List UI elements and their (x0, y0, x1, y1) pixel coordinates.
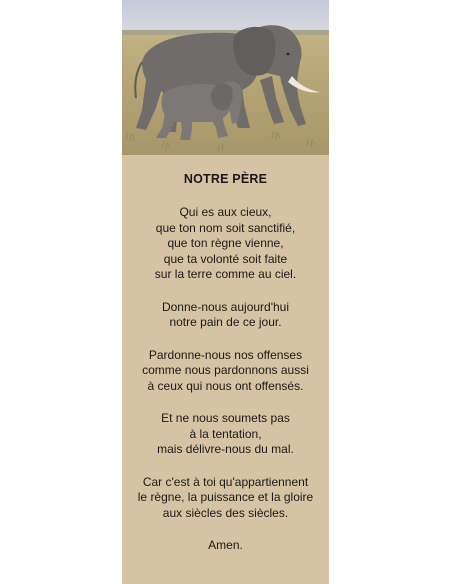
elephant-eye (286, 53, 289, 55)
prayer-line: notre pain de ce jour. (169, 315, 282, 329)
prayer-line: que ton nom soit sanctifié, (155, 220, 296, 235)
prayer-line: Qui es aux cieux, (179, 205, 272, 219)
prayer-line: Et ne nous soumets pas (161, 411, 290, 425)
prayer-line: à ceux qui nous ont offensés. (147, 378, 304, 393)
prayer-line: que ta volonté soit faite (163, 251, 288, 266)
prayer-line: comme nous pardonnons aussi (142, 363, 309, 377)
prayer-line: le règne, la puissance et la gloire (137, 490, 314, 504)
stanza-5 (122, 475, 329, 522)
prayer-title: NOTRE PÈRE (183, 172, 268, 186)
stanza-4 (122, 411, 329, 458)
prayer-line: aux siècles des siècles. (162, 505, 289, 520)
bookmark-card (122, 0, 329, 584)
prayer-closing: Amen. (208, 538, 243, 552)
stanza-3 (122, 348, 329, 395)
stanza-1 (122, 205, 329, 283)
prayer-line: Pardonne-nous nos offenses (148, 347, 303, 362)
prayer-line: mais délivre-nous du mal. (157, 442, 294, 456)
prayer-line: Car c'est à toi qu'appartiennent (142, 474, 309, 489)
prayer-line: sur la terre comme au ciel. (154, 267, 297, 281)
stanza-2 (122, 300, 329, 331)
elephants-photo (122, 0, 329, 155)
prayer-line: à la tentation, (189, 426, 262, 441)
prayer-line: Donne-nous aujourd'hui (161, 299, 290, 314)
prayer-line: que ton règne vienne, (167, 236, 284, 250)
sky (122, 0, 329, 34)
prayer-text (122, 172, 329, 554)
